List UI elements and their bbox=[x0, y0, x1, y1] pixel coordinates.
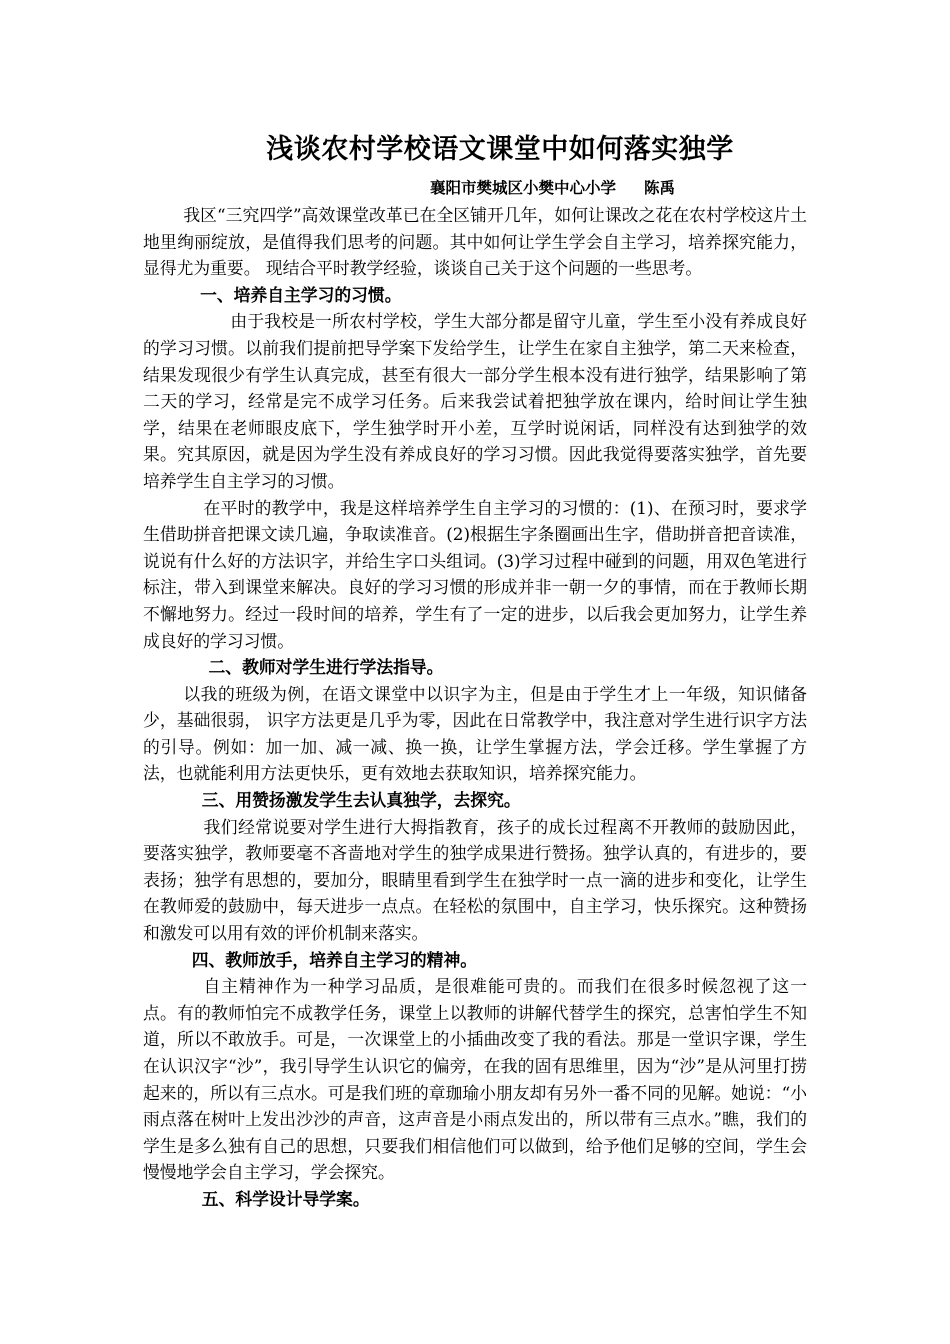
body-paragraph: 自主精神作为一种学习品质，是很难能可贵的。而我们在很多时候忽视了这一点。有的教师怕完不成教学任务，课堂上以教师的讲解代替学生的探究，总害怕学生不知道，所以不敢放手。可是，一次课堂上的小插曲改变了我的看法。那是一堂识字课，学生在认识汉字“沙”，我引导学生认识它的偏旁，在我的固有思维里，因为“沙”是从河里打捞起来的，所以有三点水。可是我们班的章珈瑜小朋友却有另外一番不同的见解。她说：“小雨点落在树叶上发出沙沙的声音，这声音是小雨点发出的，所以带有三点水。”瞧，我们的学生是多么独有自己的思想，只要我们相信他们可以做到，给予他们足够的空间，学生会慢慢地学会自主学习，学会探究。 bbox=[143, 976, 807, 1183]
body-paragraph: 由于我校是一所农村学校，学生大部分都是留守儿童，学生至小没有养成良好的学习习惯。以前我们提前把导学案下发给学生，让学生在家自主独学，第二天来检查，结果发现很少有学生认真完成，甚至有很大一部分学生根本没有进行独学，结果影响了第二天的学习，经常是完不成学习任务。后来我尝试着把独学放在课内，给时间让学生独学，结果在老师眼皮底下，学生独学时开小差，互学时说闲话，同样没有达到独学的效果。究其原因，就是因为学生没有养成良好的学习习惯。因此我觉得要落实独学，首先要培养学生自主学习的习惯。 bbox=[143, 311, 807, 491]
section-heading: 二、教师对学生进行学法指导。 bbox=[208, 657, 444, 678]
body-paragraph: 以我的班级为例，在语文课堂中以识字为主，但是由于学生才上一年级，知识储备少，基础很弱， 识字方法更是几乎为零，因此在日常教学中，我注意对学生进行识字方法的引导。例如：加一加、减一减、换一换，让学生掌握方法，学会迁移。学生掌握了方法，也就能利用方法更快乐，更有效地去获取知识，培养探究能力。 bbox=[143, 683, 807, 784]
body-paragraph: 我们经常说要对学生进行大拇指教育，孩子的成长过程离不开教师的鼓励因此，要落实独学，教师要毫不吝啬地对学生的独学成果进行赞扬。独学认真的，有进步的，要表扬；独学有思想的，要加分，眼睛里看到学生在独学时一点一滴的进步和变化，让学生在教师爱的鼓励中，每天进步一点点。在轻松的氛围中，自主学习，快乐探究。这种赞扬和激发可以用有效的评价机制来落实。 bbox=[143, 816, 807, 944]
section-heading: 四、教师放手，培养自主学习的精神。 bbox=[191, 949, 478, 970]
document-title: 浅谈农村学校语文课堂中如何落实独学 bbox=[266, 134, 734, 165]
section-heading: 三、用赞扬激发学生去认真独学，去探究。 bbox=[201, 790, 521, 811]
document-body bbox=[143, 202, 807, 1213]
section-heading: 一、培养自主学习的习惯。 bbox=[200, 284, 402, 305]
author-name: 陈禹 bbox=[644, 179, 676, 197]
intro-paragraph: 我区“三究四学”高效课堂改革已在全区铺开几年，如何让课改之花在农村学校这片土地里绚丽绽放，是值得我们思考的问题。其中如何让学生学会自主学习，培养探究能力，显得尤为重要。 现结合平时教学经验，谈谈自己关于这个问题的一些思考。 bbox=[143, 205, 807, 279]
author-line bbox=[430, 178, 675, 198]
body-paragraph: 在平时的教学中，我是这样培养学生自主学习的习惯的：(1)、在预习时，要求学生借助拼音把课文读几遍，争取读准音。(2)根据生字条圈画出生字，借助拼音把音读准，说说有什么好的方法识字，并给生字口头组词。(3)学习过程中碰到的问题，用双色笔进行标注，带入到课堂来解决。良好的学习习惯的形成并非一朝一夕的事情，而在于教师长期不懈地努力。经过一段时间的培养，学生有了一定的进步，以后我会更加努力，让学生养成良好的学习习惯。 bbox=[143, 497, 807, 651]
section-heading: 五、科学设计导学案。 bbox=[201, 1188, 370, 1209]
school-name: 襄阳市樊城区小樊中心小学 bbox=[430, 179, 617, 197]
